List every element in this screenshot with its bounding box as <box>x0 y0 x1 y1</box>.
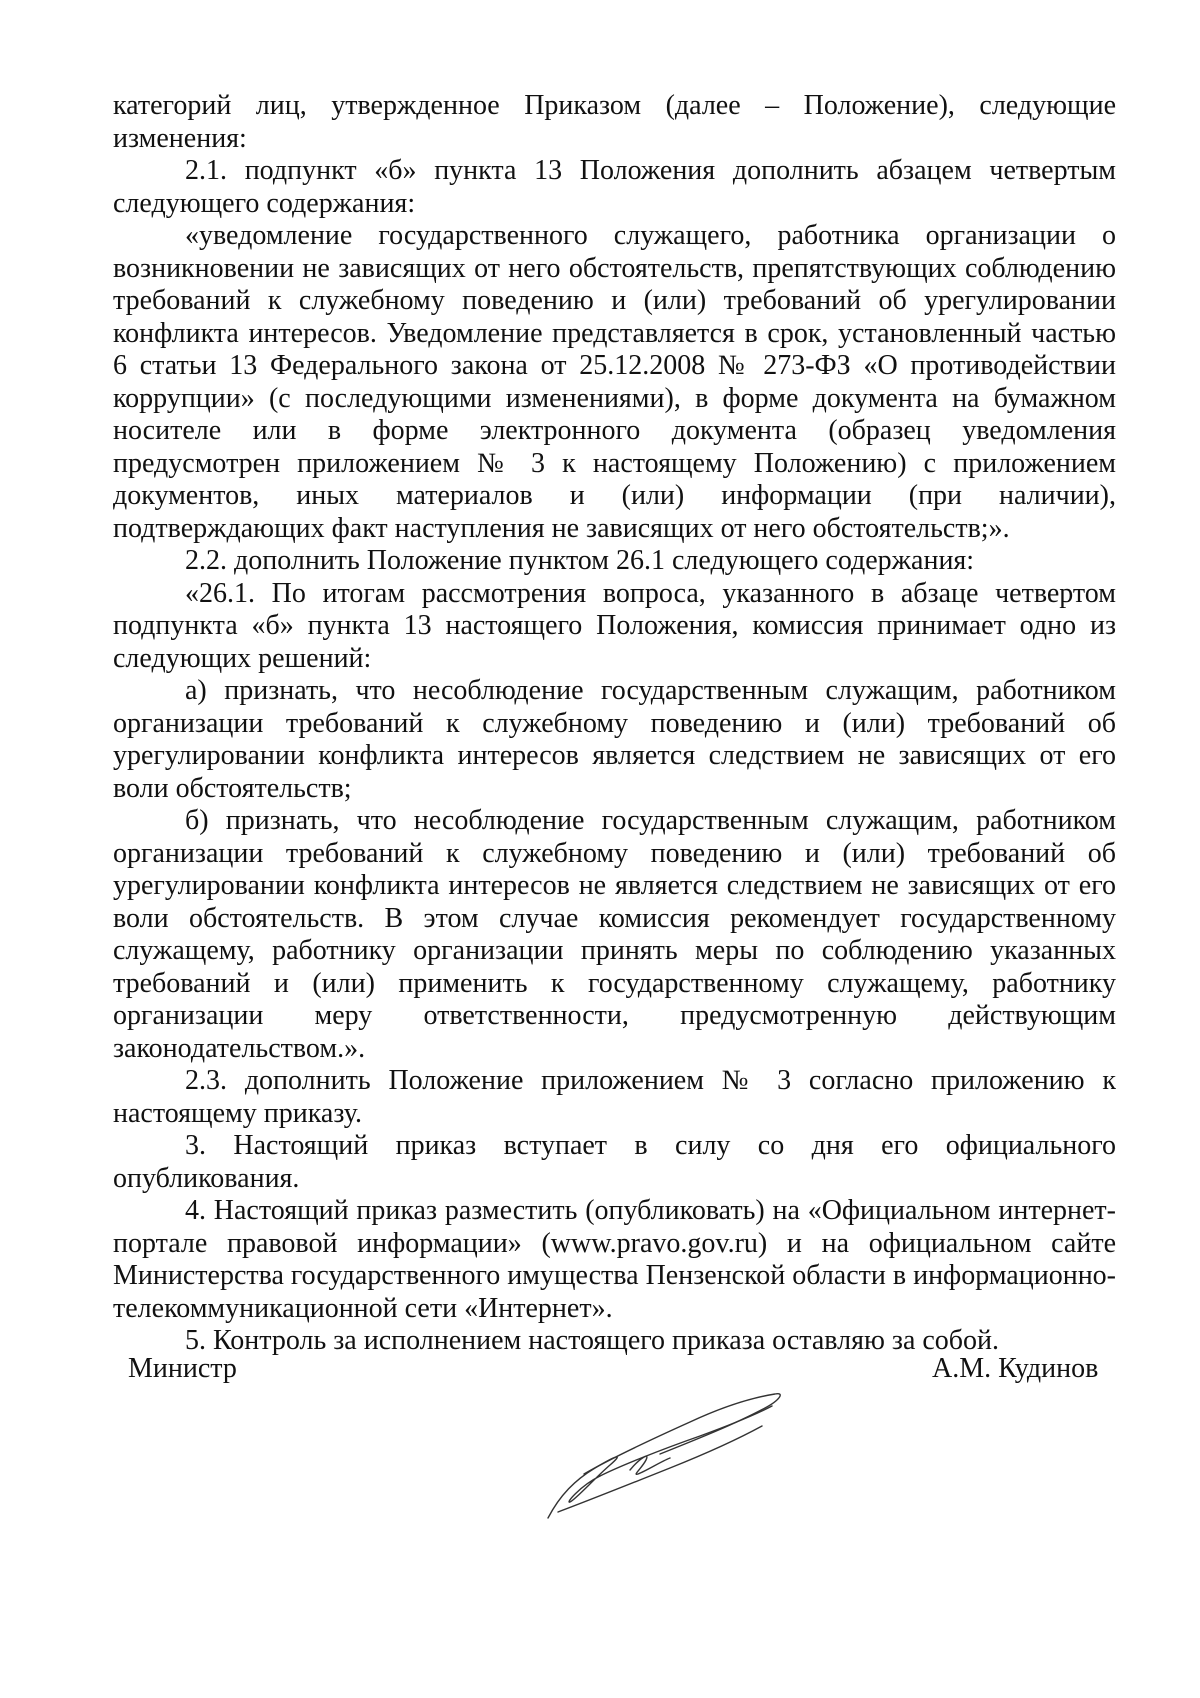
paragraph-3: 3. Настоящий приказ вступает в силу со дня его официального опубликования. <box>113 1130 1116 1194</box>
paragraph-2-3: 2.3. дополнить Положение приложением № 3 согласно приложению к настоящему приказу. <box>113 1065 1116 1129</box>
signatory-role: Министр <box>128 1353 237 1384</box>
signatory-name: А.М. Кудинов <box>932 1353 1099 1384</box>
paragraph-intro: категорий лиц, утвержденное Приказом (далее – Положение), следующие изменения: <box>113 90 1116 154</box>
paragraph-decision-a: а) признать, что несоблюдение государственным служащим, работником организации требований к служебному поведению и (или) требований об урегулировании конфликта интересов является следствием не зависящих от его воли обстоятельств; <box>113 675 1116 804</box>
document-body <box>113 90 1116 1358</box>
paragraph-2-1-quote: «уведомление государственного служащего, работника организации о возникновении не зависящих от него обстоятельств, препятствующих соблюдению требований к служебному поведению и (или) требований об урегулировании конфликта интересов. Уведомление представляется в срок, установленный частью 6 статьи 13 Федерального закона от 25.12.2008 № 273-ФЗ «О противодействии коррупции» (с последующими изменениями), в форме документа на бумажном носителе или в форме электронного документа (образец уведомления предусмотрен приложением № 3 к настоящему Положению) с приложением документов, иных материалов и (или) информации (при наличии), подтверждающих факт наступления не зависящих от него обстоятельств;». <box>113 220 1116 544</box>
paragraph-5: 5. Контроль за исполнением настоящего приказа оставляю за собой. <box>185 1325 1000 1356</box>
handwritten-signature <box>540 1390 790 1530</box>
paragraph-2-1: 2.1. подпункт «б» пункта 13 Положения дополнить абзацем четвертым следующего содержания: <box>113 155 1116 219</box>
paragraph-4: 4. Настоящий приказ разместить (опубликовать) на «Официальном интернет-портале правовой информации» (www.pravo.gov.ru) и на официальном сайте Министерства государственного имущества Пензенской области в информационно-телекоммуникационной сети «Интернет». <box>113 1195 1116 1324</box>
paragraph-2-2: 2.2. дополнить Положение пунктом 26.1 следующего содержания: <box>185 545 975 576</box>
paragraph-26-1: «26.1. По итогам рассмотрения вопроса, указанного в абзаце четвертом подпункта «б» пункта 13 настоящего Положения, комиссия принимает одно из следующих решений: <box>113 577 1116 674</box>
paragraph-decision-b: б) признать, что несоблюдение государственным служащим, работником организации требований к служебному поведению и (или) требований об урегулировании конфликта интересов не является следствием не зависящих от его воли обстоятельств. В этом случае комиссия рекомендует государственному служащему, работнику организации принять меры по соблюдению указанных требований и (или) применить к государственному служащему, работнику организации меру ответственности, предусмотренную действующим законодательством.». <box>113 805 1116 1064</box>
